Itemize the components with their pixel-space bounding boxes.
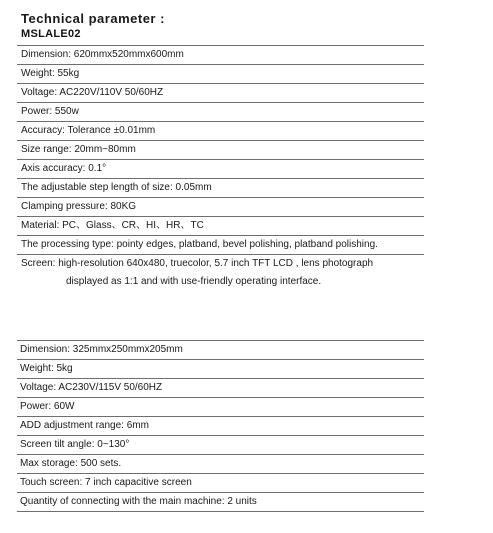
spec-row-connection-quantity: Quantity of connecting with the main machine: 2 units xyxy=(17,492,424,511)
spec-row-processing-type: The processing type: pointy edges, platband, bevel polishing, platband polishing. xyxy=(17,235,424,254)
spec-row-touch-screen: Touch screen: 7 inch capacitive screen xyxy=(17,473,424,492)
spec-row-screen-tilt-angle: Screen tilt angle: 0~130° xyxy=(17,435,424,454)
spec-row-weight: Weight: 55kg xyxy=(17,64,424,83)
spec-row-accuracy: Accuracy: Tolerance ±0.01mm xyxy=(17,121,424,140)
spec-row-size-range: Size range: 20mm~80mm xyxy=(17,140,424,159)
spec-row-screen-line-1: Screen: high-resolution 640x480, truecolor, 5.7 inch TFT LCD , lens photograph xyxy=(21,258,374,269)
spec-row-weight: Weight: 5kg xyxy=(17,359,424,378)
spec-table-secondary-unit xyxy=(17,340,424,512)
spec-row-power: Power: 550w xyxy=(17,102,424,121)
spec-row-dimension: Dimension: 325mmx250mmx205mm xyxy=(17,340,424,359)
table-bottom-rule xyxy=(17,511,424,512)
spec-row-voltage: Voltage: AC220V/110V 50/60HZ xyxy=(17,83,424,102)
spec-row-screen xyxy=(17,254,424,291)
spec-table-main-unit xyxy=(17,45,424,291)
spec-row-power: Power: 60W xyxy=(17,397,424,416)
spec-row-max-storage: Max storage: 500 sets. xyxy=(17,454,424,473)
spec-row-dimension: Dimension: 620mmx520mmx600mm xyxy=(17,45,424,64)
spec-row-screen-line-2: displayed as 1:1 and with use-friendly operating interface. xyxy=(66,276,322,287)
spec-row-material: Material: PC、Glass、CR、HI、HR、TC xyxy=(17,216,424,235)
spec-row-step-length: The adjustable step length of size: 0.05mm xyxy=(17,178,424,197)
model-number: MSLALE02 xyxy=(21,28,81,40)
spec-row-axis-accuracy: Axis accuracy: 0.1° xyxy=(17,159,424,178)
spec-row-add-adjustment-range: ADD adjustment range: 6mm xyxy=(17,416,424,435)
spec-row-clamping-pressure: Clamping pressure: 80KG xyxy=(17,197,424,216)
page-title: Technical parameter : xyxy=(21,11,165,26)
spec-row-voltage: Voltage: AC230V/115V 50/60HZ xyxy=(17,378,424,397)
